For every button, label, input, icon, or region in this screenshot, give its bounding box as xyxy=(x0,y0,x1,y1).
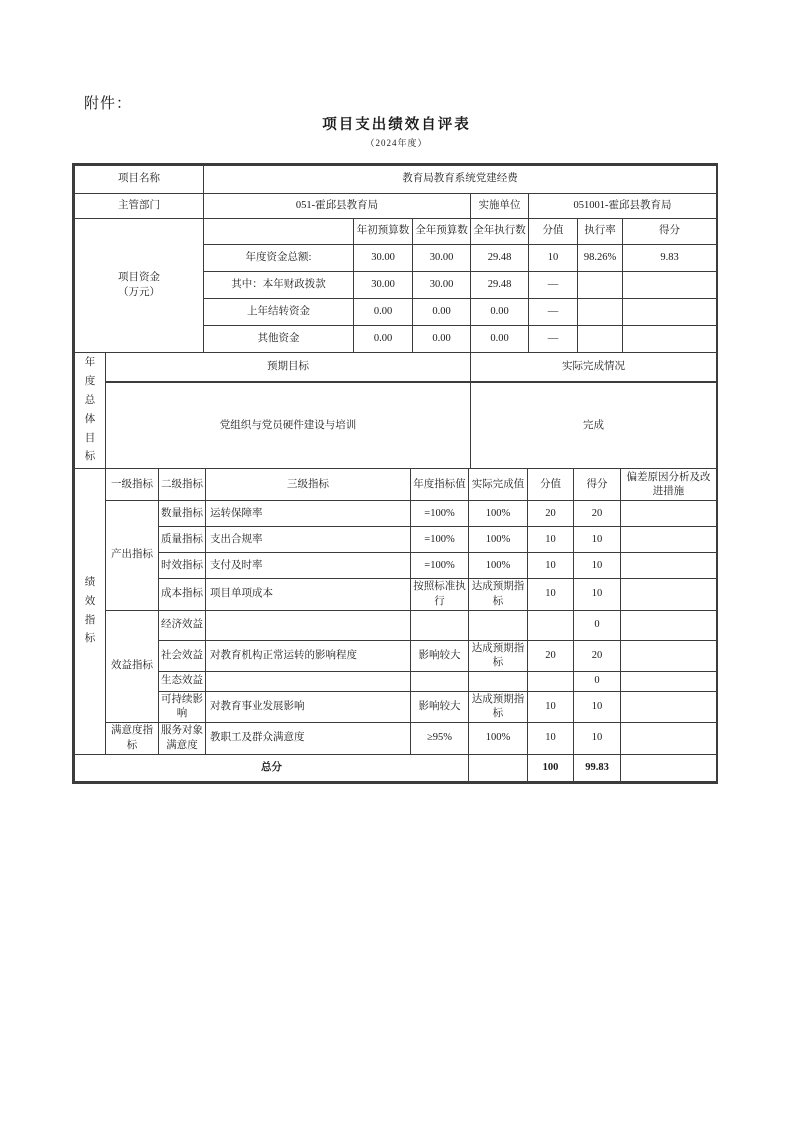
funding-header-blank xyxy=(204,219,354,245)
score-cell: 0 xyxy=(574,672,621,692)
total-row xyxy=(75,754,717,781)
weight-cell: 10 xyxy=(528,692,574,723)
indicator-row xyxy=(75,527,717,553)
funding-header-weight: 分值 xyxy=(529,219,578,245)
funding-exec-rate-value xyxy=(578,326,623,353)
score-cell: 0 xyxy=(574,610,621,640)
project-name-label: 项目名称 xyxy=(75,166,204,194)
score-cell: 10 xyxy=(574,579,621,610)
weight-cell xyxy=(528,610,574,640)
indicator-row xyxy=(75,692,717,723)
funding-header-fullyear-budget: 全年预算数 xyxy=(413,219,471,245)
funding-initial-value: 0.00 xyxy=(354,299,413,326)
indicator-row xyxy=(75,723,717,754)
target-cell: 影响较大 xyxy=(411,692,469,723)
funding-header-exec-rate: 执行率 xyxy=(578,219,623,245)
actual-cell: 达成预期指标 xyxy=(469,640,528,671)
project-info-funding-table xyxy=(74,165,717,353)
funding-exec-rate-value xyxy=(578,272,623,299)
funding-weight-value: — xyxy=(529,299,578,326)
indicators-side-label: 绩效指标 xyxy=(75,469,106,754)
score-cell: 10 xyxy=(574,553,621,579)
level3-cell xyxy=(206,672,411,692)
level3-cell: 运转保障率 xyxy=(206,501,411,527)
header-level2: 二级指标 xyxy=(159,469,206,501)
impl-unit-value: 051001-霍邱县教育局 xyxy=(529,194,717,219)
level1-output: 产出指标 xyxy=(106,501,159,610)
weight-cell: 10 xyxy=(528,553,574,579)
level3-cell: 对教育事业发展影响 xyxy=(206,692,411,723)
level2-cell: 社会效益 xyxy=(159,640,206,671)
actual-cell: 达成预期指标 xyxy=(469,692,528,723)
deviation-cell xyxy=(621,723,717,754)
level2-cell: 服务对象满意度 xyxy=(159,723,206,754)
score-cell: 20 xyxy=(574,640,621,671)
level2-cell: 质量指标 xyxy=(159,527,206,553)
score-cell: 20 xyxy=(574,501,621,527)
level3-cell xyxy=(206,610,411,640)
target-cell xyxy=(411,672,469,692)
indicator-row xyxy=(75,672,717,692)
level3-cell: 支付及时率 xyxy=(206,553,411,579)
funding-score-value: 9.83 xyxy=(623,245,717,272)
indicator-row xyxy=(75,579,717,610)
score-cell: 10 xyxy=(574,527,621,553)
total-score: 99.83 xyxy=(574,754,621,781)
funding-score-value xyxy=(623,272,717,299)
funding-weight-value: 10 xyxy=(529,245,578,272)
target-cell: =100% xyxy=(411,501,469,527)
funding-fullyear-value: 30.00 xyxy=(413,272,471,299)
weight-cell: 20 xyxy=(528,501,574,527)
level1-benefit: 效益指标 xyxy=(106,610,159,723)
header-deviation: 偏差原因分析及改进措施 xyxy=(621,469,717,501)
funding-initial-value: 30.00 xyxy=(354,245,413,272)
form-title: 项目支出绩效自评表 xyxy=(322,117,471,133)
level3-cell: 项目单项成本 xyxy=(206,579,411,610)
impl-unit-label: 实施单位 xyxy=(471,194,529,219)
funding-fullyear-value: 30.00 xyxy=(413,245,471,272)
funding-executed-value: 0.00 xyxy=(471,299,529,326)
total-deviation-blank xyxy=(621,754,717,781)
weight-cell: 20 xyxy=(528,640,574,671)
funding-row-label: 年度资金总额: xyxy=(204,245,354,272)
annual-goal-table xyxy=(74,352,717,469)
deviation-cell xyxy=(621,672,717,692)
funding-executed-value: 29.48 xyxy=(471,272,529,299)
total-actual-blank xyxy=(469,754,528,781)
level2-cell: 经济效益 xyxy=(159,610,206,640)
deviation-cell xyxy=(621,640,717,671)
actual-cell: 100% xyxy=(469,501,528,527)
funding-header-score: 得分 xyxy=(623,219,717,245)
actual-completion-value: 完成 xyxy=(471,382,717,468)
level3-cell: 教职工及群众满意度 xyxy=(206,723,411,754)
level2-cell: 时效指标 xyxy=(159,553,206,579)
funding-initial-value: 0.00 xyxy=(354,326,413,353)
indicators-table xyxy=(74,468,717,781)
deviation-cell xyxy=(621,527,717,553)
funding-fullyear-value: 0.00 xyxy=(413,326,471,353)
actual-cell xyxy=(469,610,528,640)
deviation-cell xyxy=(621,579,717,610)
level2-cell: 成本指标 xyxy=(159,579,206,610)
funding-side-label: 项目资金 （万元） xyxy=(75,219,204,353)
target-cell: 按照标准执行 xyxy=(411,579,469,610)
indicator-row xyxy=(75,553,717,579)
expected-goal-header: 预期目标 xyxy=(106,353,471,383)
funding-weight-value: — xyxy=(529,272,578,299)
target-cell: =100% xyxy=(411,553,469,579)
header-weight: 分值 xyxy=(528,469,574,501)
deviation-cell xyxy=(621,553,717,579)
weight-cell xyxy=(528,672,574,692)
header-actual: 实际完成值 xyxy=(469,469,528,501)
funding-row-label: 上年结转资金 xyxy=(204,299,354,326)
level3-cell: 对教育机构正常运转的影响程度 xyxy=(206,640,411,671)
actual-completion-header: 实际完成情况 xyxy=(471,353,717,383)
level1-satisfaction: 满意度指标 xyxy=(106,723,159,754)
funding-initial-value: 30.00 xyxy=(354,272,413,299)
header-level1: 一级指标 xyxy=(106,469,159,501)
target-cell: 影响较大 xyxy=(411,640,469,671)
score-cell: 10 xyxy=(574,692,621,723)
funding-fullyear-value: 0.00 xyxy=(413,299,471,326)
annual-goal-side-label: 年度总体目标 xyxy=(75,353,106,469)
funding-executed-value: 29.48 xyxy=(471,245,529,272)
actual-cell: 达成预期指标 xyxy=(469,579,528,610)
actual-cell: 100% xyxy=(469,553,528,579)
funding-row-label: 其他资金 xyxy=(204,326,354,353)
dept-value: 051-霍邱县教育局 xyxy=(204,194,471,219)
actual-cell: 100% xyxy=(469,723,528,754)
dept-label: 主管部门 xyxy=(75,194,204,219)
level2-cell: 可持续影响 xyxy=(159,692,206,723)
indicator-row xyxy=(75,610,717,640)
target-cell: ≥95% xyxy=(411,723,469,754)
funding-score-value xyxy=(623,299,717,326)
header-target: 年度指标值 xyxy=(411,469,469,501)
deviation-cell xyxy=(621,501,717,527)
self-evaluation-form xyxy=(72,163,718,784)
project-name-value: 教育局教育系统党建经费 xyxy=(204,166,717,194)
header-level3: 三级指标 xyxy=(206,469,411,501)
indicator-row xyxy=(75,640,717,671)
deviation-cell xyxy=(621,692,717,723)
form-subtitle: （2024年度） xyxy=(365,138,428,148)
target-cell xyxy=(411,610,469,640)
funding-exec-rate-value xyxy=(578,299,623,326)
funding-header-executed: 全年执行数 xyxy=(471,219,529,245)
total-weight: 100 xyxy=(528,754,574,781)
header-score: 得分 xyxy=(574,469,621,501)
weight-cell: 10 xyxy=(528,527,574,553)
level3-cell: 支出合规率 xyxy=(206,527,411,553)
funding-executed-value: 0.00 xyxy=(471,326,529,353)
level2-cell: 数量指标 xyxy=(159,501,206,527)
expected-goal-value: 党组织与党员硬件建设与培训 xyxy=(106,382,471,468)
deviation-cell xyxy=(621,610,717,640)
total-label: 总分 xyxy=(75,754,469,781)
level2-cell: 生态效益 xyxy=(159,672,206,692)
attachment-label: 附件： xyxy=(84,96,133,112)
weight-cell: 10 xyxy=(528,579,574,610)
indicator-row xyxy=(75,501,717,527)
target-cell: =100% xyxy=(411,527,469,553)
score-cell: 10 xyxy=(574,723,621,754)
funding-row-label: 其中：本年财政拨款 xyxy=(204,272,354,299)
actual-cell xyxy=(469,672,528,692)
funding-header-initial-budget: 年初预算数 xyxy=(354,219,413,245)
funding-exec-rate-value: 98.26% xyxy=(578,245,623,272)
funding-weight-value: — xyxy=(529,326,578,353)
actual-cell: 100% xyxy=(469,527,528,553)
weight-cell: 10 xyxy=(528,723,574,754)
funding-score-value xyxy=(623,326,717,353)
